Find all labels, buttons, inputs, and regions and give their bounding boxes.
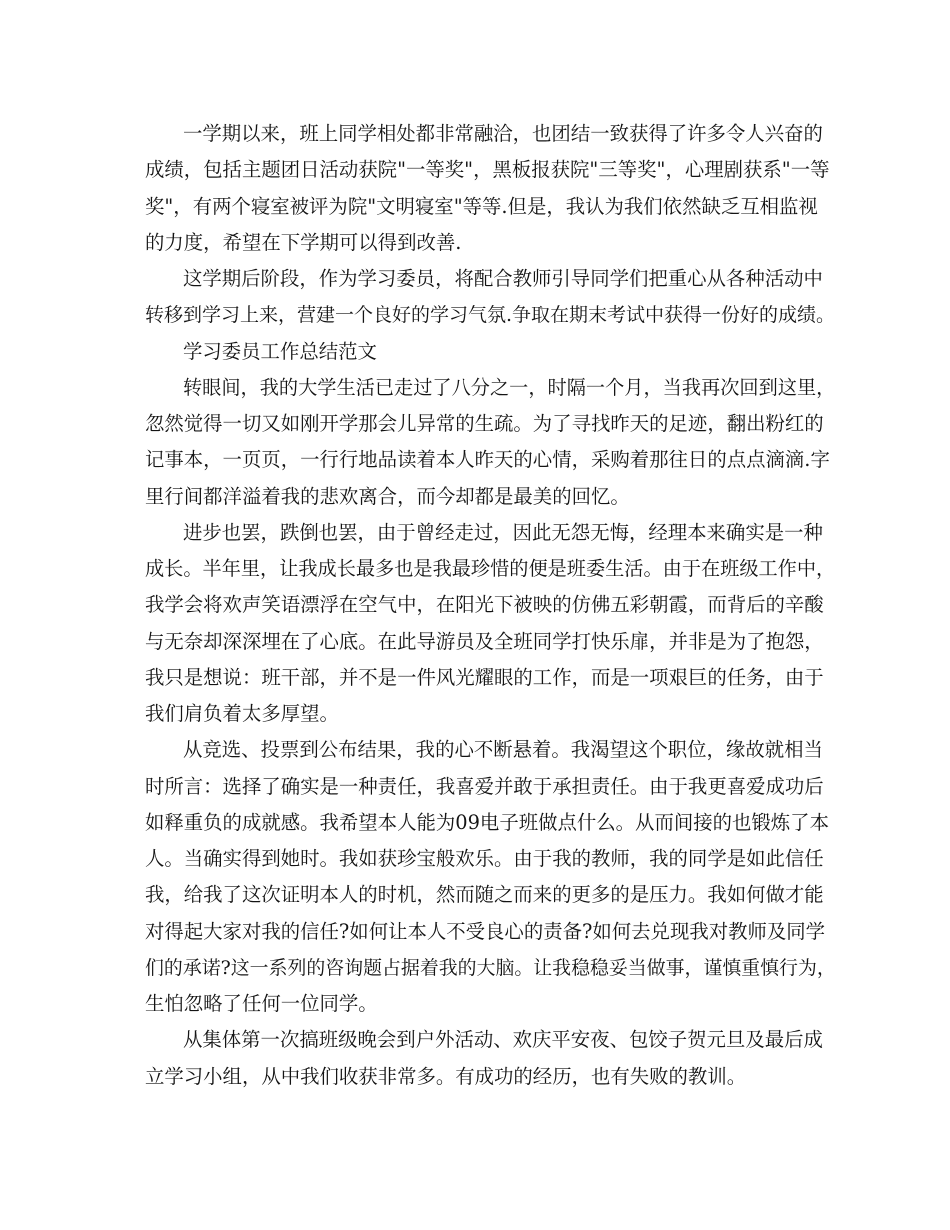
paragraph-line: 立学习小组，从中我们收获非常多。有成功的经历，也有失败的教训。 — [145, 1064, 747, 1088]
paragraph-line: 里行间都洋溢着我的悲欢离合，而今却都是最美的回忆。 — [145, 484, 630, 508]
paragraph-line: 成长。半年里，让我成长最多也是我最珍惜的便是班委生活。由于在班级工作中， — [145, 557, 836, 580]
paragraph-first-line: 从集体第一次搞班级晚会到户外活动、欢庆平安夜、包饺子贺元旦及最后成 — [183, 1028, 823, 1052]
paragraph-line: 忽然觉得一切又如刚开学那会儿异常的生疏。为了寻找昨天的足迹，翻出粉红的 — [145, 412, 824, 435]
paragraph-line: 如释重负的成就感。我希望本人能为09电子班做点什么。从而间接的也锻炼了本 — [145, 810, 829, 834]
paragraph-line: 的力度，希望在下学期可以得到改善. — [145, 230, 462, 254]
paragraph-line: 成绩，包括主题团日活动获院"一等奖"，黑板报获院"三等奖"，心理剧获系"一等 — [145, 158, 830, 182]
paragraph-line: 我们肩负着太多厚望。 — [145, 702, 339, 725]
paragraph-line: 们的承诺?这一系列的咨询题占据着我的大脑。让我稳稳妥当做事，谨慎重慎行为， — [145, 956, 836, 979]
paragraph-first-line: 转眼间，我的大学生活已走过了八分之一，时隔一个月，当我再次回到这里， — [183, 375, 836, 399]
paragraph-first-line: 从竞选、投票到公布结果，我的心不断悬着。我渴望这个职位，缘故就相当 — [183, 738, 823, 762]
paragraph-line: 我学会将欢声笑语漂浮在空气中，在阳光下被映的仿佛五彩朝霞，而背后的辛酸 — [145, 593, 824, 617]
paragraph-first-line: 这学期后阶段，作为学习委员，将配合教师引导同学们把重心从各种活动中 — [183, 267, 823, 290]
paragraph-first-line: 一学期以来，班上同学相处都非常融洽，也团结一致获得了许多令人兴奋的 — [183, 122, 823, 145]
paragraph-line: 奖"，有两个寝室被评为院"文明寝室"等等.但是，我认为我们依然缺乏互相监视 — [145, 194, 818, 218]
paragraph-line: 人。当确实得到她时。我如获珍宝般欢乐。由于我的教师，我的同学是如此信任 — [145, 847, 824, 870]
paragraph-first-line: 学习委员工作总结范文 — [183, 339, 377, 363]
paragraph-first-line: 进步也罢，跌倒也罢，由于曾经走过，因此无怨无悔，经理本来确实是一种 — [183, 520, 823, 544]
paragraph-line: 生怕忽略了任何一位同学。 — [145, 992, 378, 1015]
paragraph-line: 与无奈却深深埋在了心底。在此导游员及全班同学打快乐扉，并非是为了抱怨， — [145, 629, 824, 653]
paragraph-line: 记事本，一页页，一行行地品读着本人昨天的心情，采购着那往日的点点滴滴.字 — [145, 448, 830, 472]
paragraph-line: 时所言：选择了确实是一种责任，我喜爱并敢于承担责任。由于我更喜爱成功后 — [145, 774, 824, 798]
paragraph-line: 我，给我了这次证明本人的时机，然而随之而来的更多的是压力。我如何做才能 — [145, 883, 824, 907]
paragraph-line: 对得起大家对我的信任?如何让本人不受良心的责备?如何去兑现我对教师及同学 — [145, 919, 826, 943]
paragraph-line: 我只是想说：班干部，并不是一件风光耀眼的工作，而是一项艰巨的任务，由于 — [145, 665, 824, 689]
document-body — [145, 116, 836, 1095]
paragraph-line: 转移到学习上来，营建一个良好的学习气氛.争取在期末考试中获得一份好的成绩。 — [145, 304, 836, 327]
